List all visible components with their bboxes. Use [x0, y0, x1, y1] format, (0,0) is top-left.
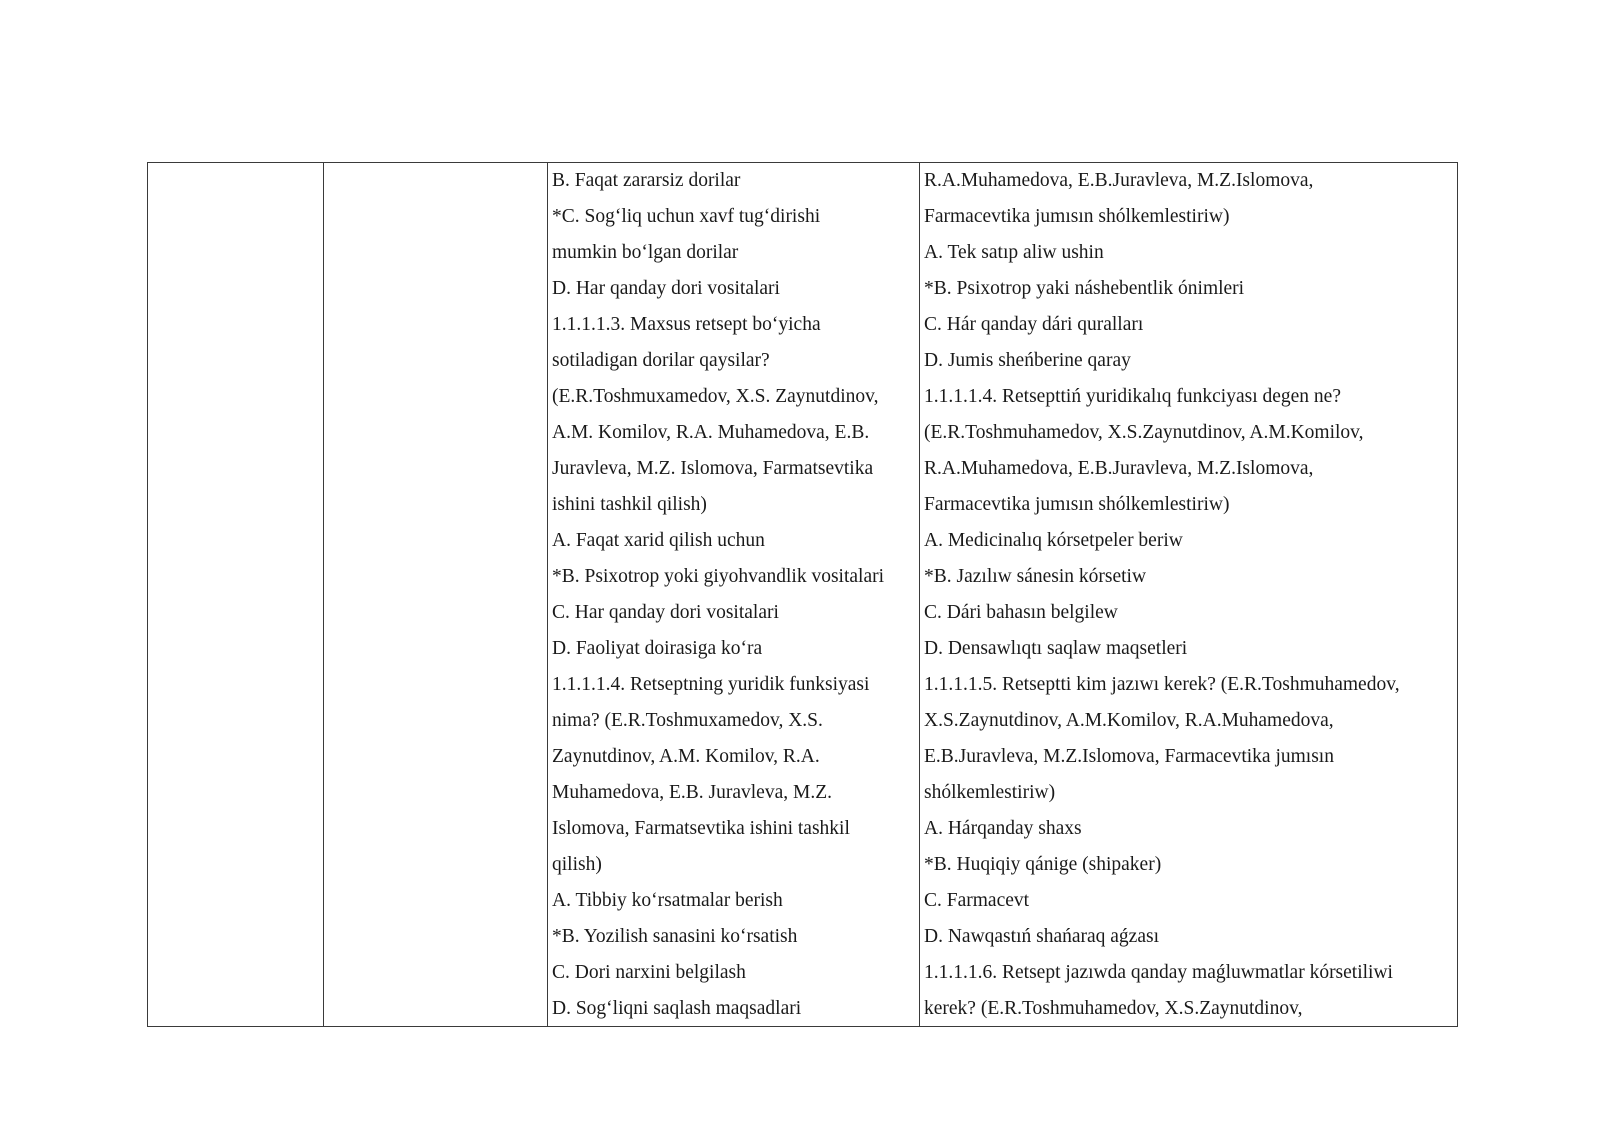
- text-line: qilish): [552, 854, 602, 875]
- text-line: *C. Sog‘liq uchun xavf tug‘dirishi: [552, 206, 821, 227]
- text-line: mumkin bo‘lgan dorilar: [552, 242, 739, 263]
- text-line: Islomova, Farmatsevtika ishini tashkil: [552, 818, 850, 839]
- text-line: Zaynutdinov, A.M. Komilov, R.A.: [552, 746, 820, 767]
- text-line: sotiladigan dorilar qaysilar?: [552, 350, 770, 371]
- text-line: 1.1.1.1.6. Retsept jazıwda qanday maǵluwmatlar kórsetiliwi: [924, 962, 1393, 983]
- uzbek-question-lines: [552, 163, 884, 1027]
- text-line: R.A.Muhamedova, E.B.Juravleva, M.Z.Islomova,: [924, 170, 1314, 191]
- text-line: Farmacevtika jumısın shólkemlestiriw): [924, 494, 1230, 515]
- table-cell-uzbek-questions: [548, 163, 920, 1026]
- text-line: C. Dári bahasın belgilew: [924, 602, 1118, 623]
- text-line: *B. Jazılıw sánesin kórsetiw: [924, 566, 1147, 587]
- text-line: 1.1.1.1.4. Retsepttiń yuridikalıq funkciyası degen ne?: [924, 386, 1341, 407]
- text-line: 1.1.1.1.4. Retseptning yuridik funksiyasi: [552, 674, 870, 695]
- table-cell-column-1: [148, 163, 324, 1026]
- text-line: D. Sog‘liqni saqlash maqsadlari: [552, 998, 802, 1019]
- text-line: Farmacevtika jumısın shólkemlestiriw): [924, 206, 1230, 227]
- text-line: A. Faqat xarid qilish uchun: [552, 530, 765, 551]
- text-line: D. Faoliyat doirasiga ko‘ra: [552, 638, 763, 659]
- text-line: kerek? (E.R.Toshmuhamedov, X.S.Zaynutdinov,: [924, 998, 1303, 1019]
- text-line: R.A.Muhamedova, E.B.Juravleva, M.Z.Islomova,: [924, 458, 1314, 479]
- text-line: E.B.Juravleva, M.Z.Islomova, Farmacevtika jumısın: [924, 746, 1334, 767]
- text-line: *B. Psixotrop yaki náshebentlik ónimleri: [924, 278, 1245, 299]
- text-line: 1.1.1.1.5. Retseptti kim jazıwı kerek? (E.R.Toshmuhamedov,: [924, 674, 1400, 695]
- text-line: Muhamedova, E.B. Juravleva, M.Z.: [552, 782, 832, 803]
- text-line: *B. Yozilish sanasini ko‘rsatish: [552, 926, 798, 947]
- text-line: A. Tibbiy ko‘rsatmalar berish: [552, 890, 783, 911]
- text-line: C. Har qanday dori vositalari: [552, 602, 779, 623]
- text-line: D. Har qanday dori vositalari: [552, 278, 780, 299]
- text-line: nima? (E.R.Toshmuxamedov, X.S.: [552, 710, 823, 731]
- document-table: [147, 162, 1458, 1027]
- text-line: A. Medicinalıq kórsetpeler beriw: [924, 530, 1183, 551]
- text-line: Juravleva, M.Z. Islomova, Farmatsevtika: [552, 458, 874, 479]
- text-line: (E.R.Toshmuhamedov, X.S.Zaynutdinov, A.M.Komilov,: [924, 422, 1364, 443]
- text-line: D. Nawqastıń shańaraq aǵzası: [924, 926, 1159, 947]
- text-line: *B. Huqiqiy qánige (shipaker): [924, 854, 1162, 875]
- text-line: A. Tek satıp aliw ushin: [924, 242, 1104, 263]
- table-cell-column-2: [324, 163, 548, 1026]
- text-line: D. Jumis sheńberine qaray: [924, 350, 1131, 371]
- text-line: A. Hárqanday shaxs: [924, 818, 1082, 839]
- text-line: D. Densawlıqtı saqlaw maqsetleri: [924, 638, 1188, 659]
- text-line: A.M. Komilov, R.A. Muhamedova, E.B.: [552, 422, 870, 443]
- text-line: B. Faqat zararsiz dorilar: [552, 170, 741, 191]
- text-line: *B. Psixotrop yoki giyohvandlik vositalari: [552, 566, 885, 587]
- text-line: C. Farmacevt: [924, 890, 1030, 911]
- text-line: C. Dori narxini belgilash: [552, 962, 746, 983]
- table-cell-karakalpak-questions: [920, 163, 1457, 1026]
- text-line: C. Hár qanday dári quralları: [924, 314, 1144, 335]
- text-line: (E.R.Toshmuxamedov, X.S. Zaynutdinov,: [552, 386, 879, 407]
- text-line: X.S.Zaynutdinov, A.M.Komilov, R.A.Muhamedova,: [924, 710, 1334, 731]
- text-line: ishini tashkil qilish): [552, 494, 707, 515]
- text-line: shólkemlestiriw): [924, 782, 1056, 803]
- text-line: 1.1.1.1.3. Maxsus retsept bo‘yicha: [552, 314, 821, 335]
- karakalpak-question-lines: [924, 163, 1400, 1027]
